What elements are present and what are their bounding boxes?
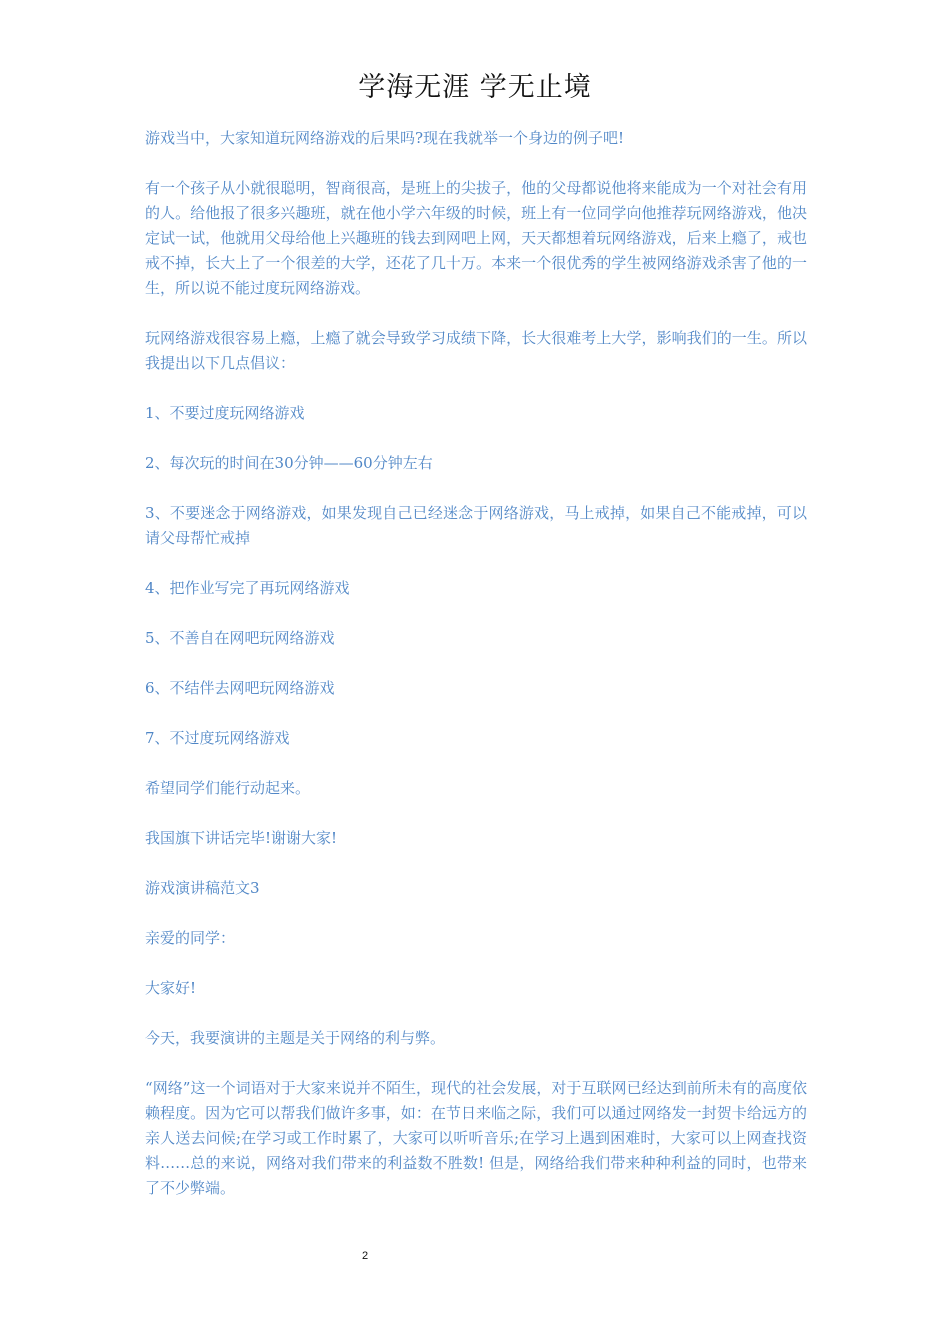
list-item-1: 1、不要过度玩网络游戏: [145, 404, 305, 422]
page-number: 2: [361, 1250, 369, 1262]
section-heading: 游戏演讲稿范文3: [145, 879, 260, 897]
paragraph-network: “网络”这一个词语对于大家来说并不陌生，现代的社会发展，对于互联网已经达到前所未有的高度依赖程度。因为它可以帮我们做许多事，如：在节日来临之际，我们可以通过网络发一封贺卡给远方的亲人送去问候;在学习或工作时累了，大家可以听听音乐;在学习上遇到困难时，大家可以上网查找资料……总的来说，网络对我们带来的利益数不胜数! 但是，网络给我们带来种种利益的同时，也带来了不少弊端。: [145, 1079, 807, 1197]
list-item-2: 2、每次玩的时间在30分钟——60分钟左右: [145, 454, 433, 472]
paragraph-closing: 我国旗下讲话完毕!谢谢大家!: [145, 829, 338, 847]
paragraph-topic: 今天，我要演讲的主题是关于网络的利与弊。: [145, 1029, 446, 1047]
list-item-7: 7、不过度玩网络游戏: [145, 729, 290, 747]
page-header-title: 学海无涯 学无止境: [358, 72, 592, 103]
document-body: [145, 126, 807, 1226]
paragraph-proposal: 玩网络游戏很容易上瘾，上瘾了就会导致学习成绩下降，长大很难考上大学，影响我们的一生。所以我提出以下几点倡议：: [145, 329, 807, 372]
paragraph-story: 有一个孩子从小就很聪明，智商很高，是班上的尖拔子，他的父母都说他将来能成为一个对社会有用的人。给他报了很多兴趣班，就在他小学六年级的时候，班上有一位同学向他推荐玩网络游戏，他决定试一试，他就用父母给他上兴趣班的钱去到网吧上网，天天都想着玩网络游戏，后来上瘾了，戒也戒不掉，长大上了一个很差的大学，还花了几十万。本来一个很优秀的学生被网络游戏杀害了他的一生，所以说不能过度玩网络游戏。: [145, 179, 807, 297]
list-item-5: 5、不善自在网吧玩网络游戏: [145, 629, 335, 647]
paragraph-intro: 游戏当中，大家知道玩网络游戏的后果吗?现在我就举一个身边的例子吧!: [145, 129, 625, 147]
paragraph-greeting: 大家好!: [145, 979, 197, 997]
list-item-3: 3、不要迷念于网络游戏，如果发现自己已经迷念于网络游戏，马上戒掉，如果自己不能戒掉，可以请父母帮忙戒掉: [145, 504, 807, 547]
list-item-4: 4、把作业写完了再玩网络游戏: [145, 579, 350, 597]
paragraph-call-to-action: 希望同学们能行动起来。: [145, 779, 311, 797]
list-item-6: 6、不结伴去网吧玩网络游戏: [145, 679, 335, 697]
paragraph-salutation: 亲爱的同学：: [145, 929, 236, 947]
